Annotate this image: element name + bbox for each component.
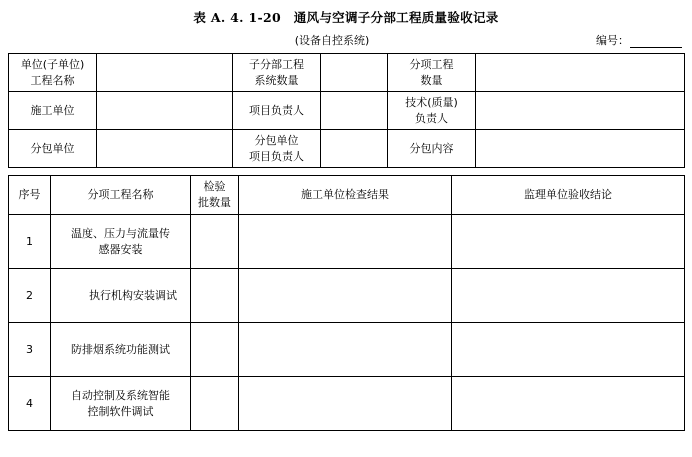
subtitle-row [0,32,692,48]
label-subcontractor-manager [233,130,321,168]
label-project-manager [233,92,321,130]
table-row [9,377,685,431]
header-item-name: 分项工程名称 [51,176,191,215]
value-project-manager[interactable] [321,92,388,130]
document-page [0,8,692,457]
label-line-2: 系统数量 [254,73,299,87]
document-subtitle: (设备自控系统) [294,34,370,47]
cell-seq: 3 [9,323,51,377]
header-line-2: 批数量 [198,196,231,209]
cell-constructor-result[interactable] [239,323,452,377]
header-supervisor-conclusion: 监理单位验收结论 [452,176,685,215]
header-line-1: 检验 [203,180,226,194]
label-line-1: 分包单位 [30,141,75,155]
label-line-1: 分项工程 [409,57,454,71]
label-subitem-count [388,54,476,92]
cell-supervisor-conclusion[interactable] [452,377,685,431]
cell-batch-count[interactable] [191,323,239,377]
table-row [9,269,685,323]
value-subitem-count[interactable] [476,54,685,92]
value-construction-unit[interactable] [97,92,233,130]
table-header-row [9,176,685,215]
value-subcontractor[interactable] [97,130,233,168]
table-row [9,130,685,168]
table-row [9,92,685,130]
item-name-line-2: 控制软件调试 [87,404,154,418]
value-subcontractor-manager[interactable] [321,130,388,168]
cell-seq: 4 [9,377,51,431]
item-name-line-1: 温度、压力与流量传 [71,226,170,240]
cell-supervisor-conclusion[interactable] [452,323,685,377]
label-line-1: 分包内容 [409,141,454,155]
table-row [9,54,685,92]
item-name-line-1: 防排烟系统功能测试 [71,342,170,356]
label-subcontractor [9,130,97,168]
record-number-label: 编号： [596,34,629,47]
cell-seq: 2 [9,269,51,323]
cell-item-name [51,269,191,323]
inspection-table [8,175,685,431]
cell-item-name [51,377,191,431]
page-title: 表 A. 4. 1-20 通风与空调子分部工程质量验收记录 [193,10,499,25]
cell-seq: 1 [9,215,51,269]
cell-batch-count[interactable] [191,215,239,269]
value-subcontract-content[interactable] [476,130,685,168]
cell-item-name [51,215,191,269]
label-line-1: 子分部工程 [249,57,304,71]
cell-constructor-result[interactable] [239,269,452,323]
record-number-field [596,32,682,48]
label-line-2: 负责人 [415,111,448,125]
item-name-line-2: 感器安装 [98,242,143,256]
table-row [9,323,685,377]
label-line-1: 分包单位 [254,133,299,147]
label-line-1: 技术(质量) [405,95,458,109]
item-name-line-1: 执行机构安装调试 [89,288,177,302]
label-line-2: 工程名称 [30,73,75,87]
label-project-name [9,54,97,92]
label-line-2: 项目负责人 [249,149,304,163]
cell-constructor-result[interactable] [239,215,452,269]
label-construction-unit [9,92,97,130]
table-row [9,215,685,269]
label-line-2: 数量 [420,73,443,87]
label-technical-manager [388,92,476,130]
cell-supervisor-conclusion[interactable] [452,269,685,323]
label-line-1: 施工单位 [30,103,75,117]
info-table [8,53,685,168]
cell-constructor-result[interactable] [239,377,452,431]
cell-item-name [51,323,191,377]
label-line-1: 单位(子单位) [20,57,85,71]
cell-batch-count[interactable] [191,377,239,431]
cell-supervisor-conclusion[interactable] [452,215,685,269]
header-batch-count [191,176,239,215]
label-subsystem-count [233,54,321,92]
cell-batch-count[interactable] [191,269,239,323]
header-constructor-result: 施工单位检查结果 [239,176,452,215]
value-technical-manager[interactable] [476,92,685,130]
value-subsystem-count[interactable] [321,54,388,92]
record-number-input[interactable] [630,36,682,48]
header-seq: 序号 [9,176,51,215]
label-line-1: 项目负责人 [249,103,304,117]
value-project-name[interactable] [97,54,233,92]
label-subcontract-content [388,130,476,168]
item-name-line-1: 自动控制及系统智能 [71,388,170,402]
